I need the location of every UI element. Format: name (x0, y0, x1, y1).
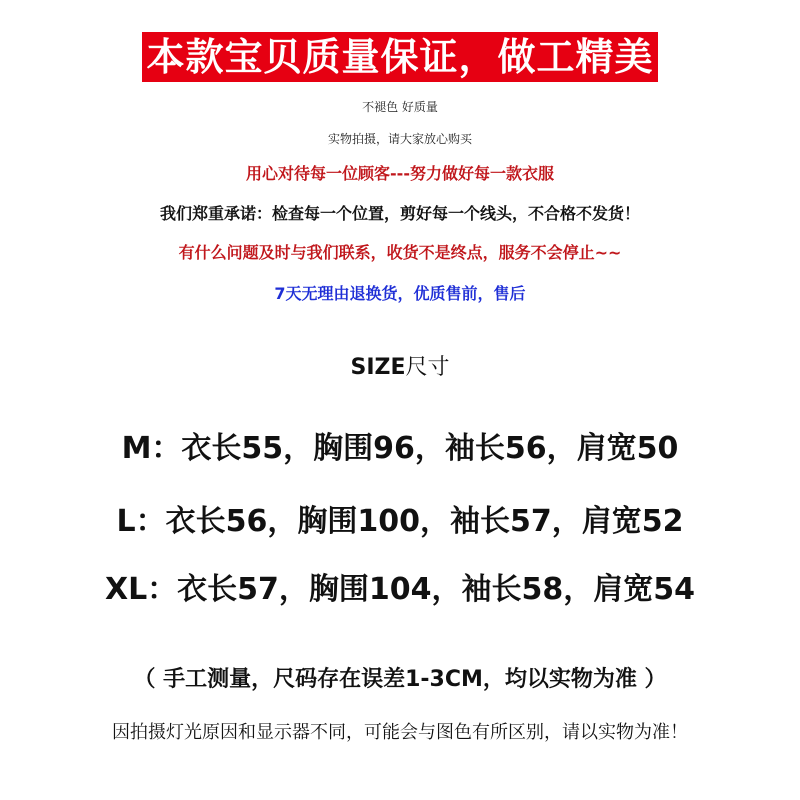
promise-line-1: 用心对待每一位顾客---努力做好每一款衣服 (246, 164, 554, 183)
promise-line-2: 我们郑重承诺：检查每一个位置，剪好每一个线头，不合格不发货！ (159, 204, 640, 223)
banner-text: 本款宝贝质量保证，做工精美 (146, 35, 654, 79)
size-row-m: M：衣长55，胸围96，袖长56，肩宽50 (121, 431, 679, 466)
small-line-2: 实物拍摄，请大家放心购买 (327, 132, 472, 146)
size-title-zh: 尺寸 (405, 355, 450, 380)
size-row-xl: XL：衣长57，胸围104，袖长58，肩宽54 (104, 572, 696, 607)
measure-note: （ 手工测量，尺码存在误差1-3CM，均以实物为准 ） (133, 667, 667, 692)
color-disclaimer: 因拍摄灯光原因和显示器不同，可能会与图色有所区别，请以实物为准！ (112, 722, 688, 743)
quality-banner (142, 32, 658, 82)
size-title (0, 350, 800, 381)
size-title-en: SIZE (350, 355, 406, 380)
small-line-1: 不褪色 好质量 (362, 100, 438, 114)
promise-line-3: 有什么问题及时与我们联系，收货不是终点，服务不会停止~~ (178, 243, 622, 262)
size-row-l: L：衣长56，胸围100，袖长57，肩宽52 (116, 504, 684, 539)
return-policy-line: 7天无理由退换货，优质售前，售后 (274, 284, 526, 303)
